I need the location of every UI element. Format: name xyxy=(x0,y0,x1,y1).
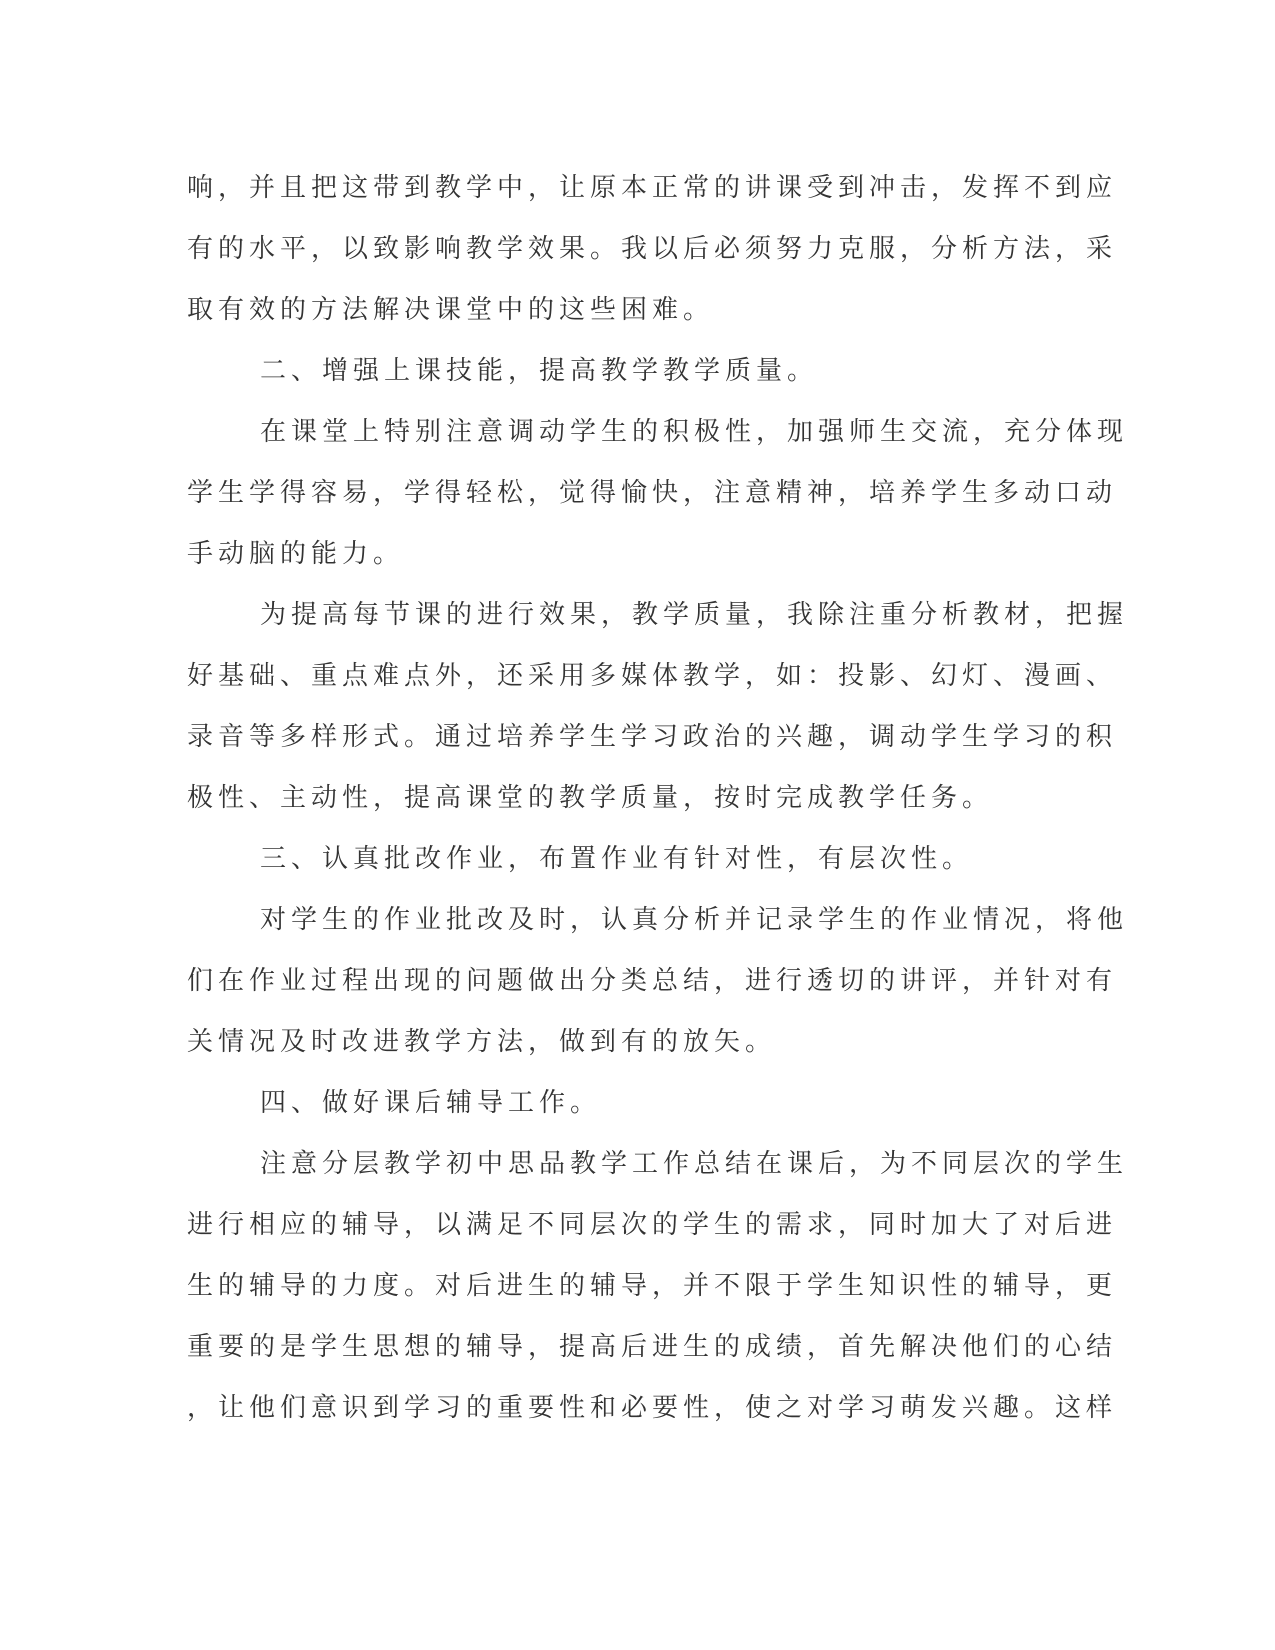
section-heading: 四、做好课后辅导工作。 xyxy=(260,1088,602,1118)
text-line: ，让他们意识到学习的重要性和必要性，使之对学习萌发兴趣。这样 xyxy=(187,1393,1118,1423)
text-line: 关情况及时改进教学方法，做到有的放矢。 xyxy=(187,1027,777,1057)
text-line: 重要的是学生思想的辅导，提高后进生的成绩，首先解决他们的心结 xyxy=(187,1332,1118,1362)
text-line: 进行相应的辅导，以满足不同层次的学生的需求，同时加大了对后进 xyxy=(187,1210,1118,1240)
text-line: 好基础、重点难点外，还采用多媒体教学，如：投影、幻灯、漫画、 xyxy=(187,661,1118,691)
text-line: 们在作业过程出现的问题做出分类总结，进行透切的讲评，并针对有 xyxy=(187,966,1118,996)
text-line: 录音等多样形式。通过培养学生学习政治的兴趣，调动学生学习的积 xyxy=(187,722,1118,752)
text-line: 生的辅导的力度。对后进生的辅导，并不限于学生知识性的辅导，更 xyxy=(187,1271,1118,1301)
text-line: 为提高每节课的进行效果，教学质量，我除注重分析教材，把握 xyxy=(260,600,1129,630)
text-line: 注意分层教学初中思品教学工作总结在课后，为不同层次的学生 xyxy=(260,1149,1129,1179)
text-line: 极性、主动性，提高课堂的教学质量，按时完成教学任务。 xyxy=(187,783,994,813)
text-line: 对学生的作业批改及时，认真分析并记录学生的作业情况，将他 xyxy=(260,905,1129,935)
document-body xyxy=(187,158,1129,1439)
text-line: 响，并且把这带到教学中，让原本正常的讲课受到冲击，发挥不到应 xyxy=(187,173,1118,203)
text-line: 在课堂上特别注意调动学生的积极性，加强师生交流，充分体现 xyxy=(260,417,1129,447)
section-heading: 三、认真批改作业，布置作业有针对性，有层次性。 xyxy=(260,844,974,874)
text-line: 有的水平，以致影响教学效果。我以后必须努力克服，分析方法，采 xyxy=(187,234,1118,264)
text-line: 手动脑的能力。 xyxy=(187,539,405,569)
text-line: 取有效的方法解决课堂中的这些困难。 xyxy=(187,295,715,325)
section-heading: 二、增强上课技能，提高教学教学质量。 xyxy=(260,356,819,386)
text-line: 学生学得容易，学得轻松，觉得愉快，注意精神，培养学生多动口动 xyxy=(187,478,1118,508)
